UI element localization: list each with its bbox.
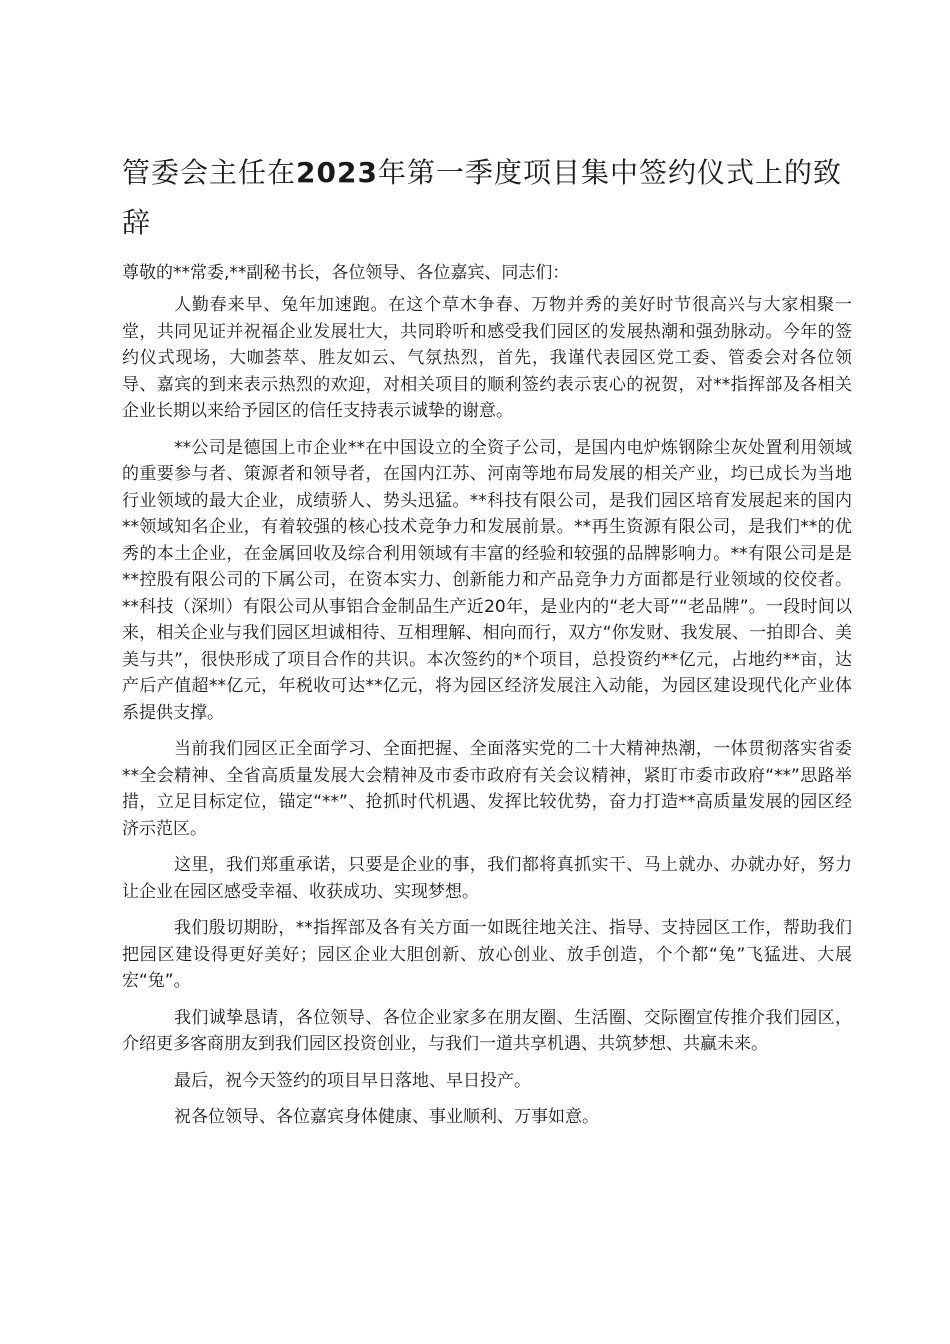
paragraph-wish-guests: 祝各位领导、各位嘉宾身体健康、事业顺利、万事如意。 [174,1107,599,1127]
title-suffix: 年第一季度项目集中签约仪式上的致辞 [122,156,842,239]
title-year: 2023 [296,156,378,189]
salutation: 尊敬的**常委,**副秘书长，各位领导、各位嘉宾、同志们： [122,263,570,283]
title-prefix: 管委会主任在 [122,156,297,189]
paragraph-request: 我们诚挚恳请，各位领导、各位企业家多在朋友圈、生活圈、交际圈宣传推介我们园区，介绍更多客商朋友到我们园区投资创业，与我们一道共享机遇、共筑梦想、共赢未来。 [122,1007,852,1054]
document-title [122,148,852,248]
paragraph-park-status: 当前我们园区正全面学习、全面把握、全面落实党的二十大精神热潮，一体贯彻落实省委**全会精神、全省高质量发展大会精神及市委市政府有关会议精神，紧盯市委市政府“**”思路举措，立足目标定位，锚定“**”、抢抓时代机遇、发挥比较优势，奋力打造**高质量发展的园区经济示范区。 [122,739,852,839]
paragraph-companies: **公司是德国上市企业**在中国设立的全资子公司，是国内电炉炼钢除尘灰处置利用领域的重要参与者、策源者和领导者，在国内江苏、河南等地布局发展的相关产业，均已成长为当地行业领域的最大企业，成绩骄人、势头迅猛。**科技有限公司，是我们园区培育发展起来的国内**领域知名企业，有着较强的核心技术竞争力和发展前景。**再生资源有限公司，是我们**的优秀的本土企业，在金属回收及综合利用领域有丰富的经验和较强的品牌影响力。**有限公司是是**控股有限公司的下属公司，在资本实力、创新能力和产品竞争力方面都是行业领域的佼佼者。**科技（深圳）有限公司从事铝合金制品生产近20年，是业内的“老大哥”“老品牌”。一段时间以来，相关企业与我们园区坦诚相待、互相理解、相向而行，双方“你发财、我发展、一拍即合、美美与共”，很快形成了项目合作的共识。本次签约的*个项目，总投资约**亿元，占地约**亩，达产后产值超**亿元，年税收可达**亿元，将为园区经济发展注入动能，为园区建设现代化产业体系提供支撑。 [122,437,852,723]
paragraph-welcome: 人勤春来早、兔年加速跑。在这个草木争春、万物并秀的美好时节很高兴与大家相聚一堂，共同见证并祝福企业发展壮大，共同聆听和感受我们园区的发展热潮和强劲脉动。今年的签约仪式现场，大咖荟萃、胜友如云、气氛热烈，首先，我谨代表园区党工委、管委会对各位领导、嘉宾的到来表示热烈的欢迎，对相关项目的顺利签约表示衷心的祝贺，对**指挥部及各相关企业长期以来给予园区的信任支持表示诚挚的谢意。 [122,295,852,421]
paragraph-wish-projects: 最后，祝今天签约的项目早日落地、早日投产。 [174,1070,531,1091]
paragraph-promise: 这里，我们郑重承诺，只要是企业的事，我们都将真抓实干、马上就办、办就办好，努力让企业在园区感受幸福、收获成功、实现梦想。 [122,855,852,902]
document-page [122,148,852,1141]
paragraph-expectation: 我们殷切期盼，**指挥部及各有关方面一如既往地关注、指导、支持园区工作，帮助我们把园区建设得更好美好；园区企业大胆创新、放心创业、放手创造，个个都“兔”飞猛进、大展宏“兔”。 [122,918,852,991]
